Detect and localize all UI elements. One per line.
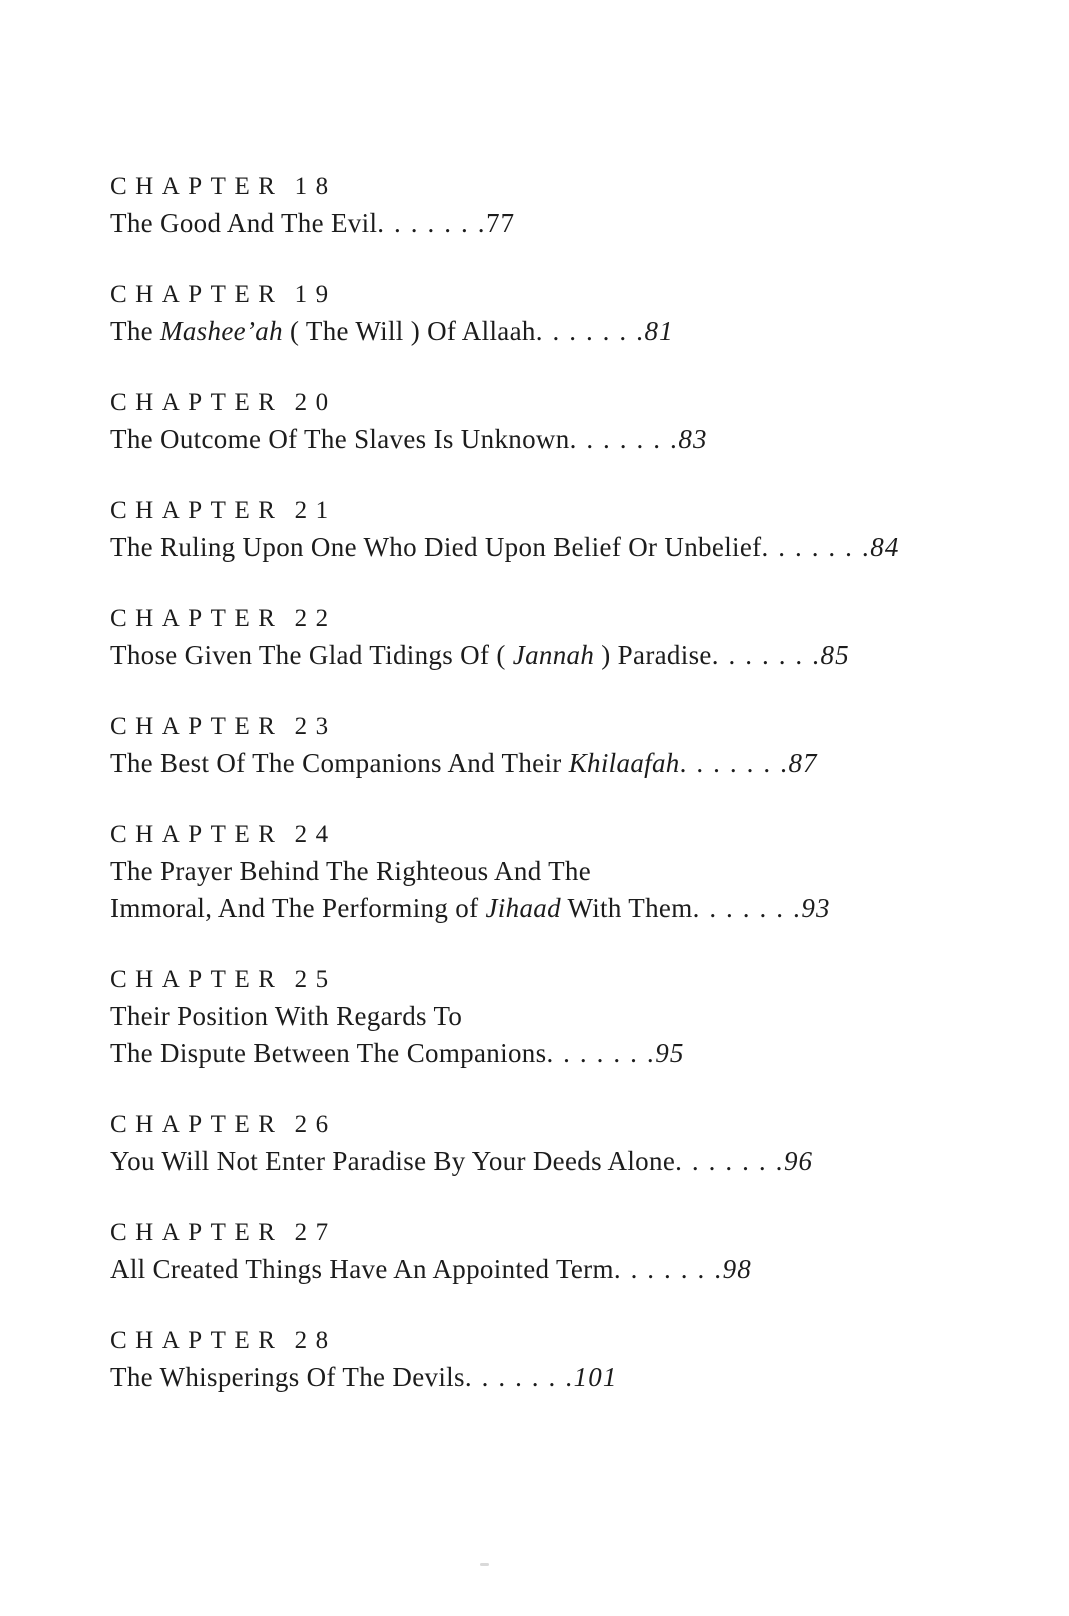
title-text: Their Position With Regards To xyxy=(110,1001,463,1031)
leader-dots: . . . . . . . xyxy=(535,316,645,346)
title-text: The Good And The Evil xyxy=(110,208,378,238)
chapter-heading xyxy=(110,1322,1009,1359)
chapter-heading xyxy=(110,708,1009,745)
toc-entry-title-line xyxy=(110,1035,1009,1072)
toc-entry-title-line xyxy=(110,853,1009,890)
page-number: 96 xyxy=(783,1146,814,1176)
toc-entry-chapter-21 xyxy=(110,492,1009,566)
toc-entry-chapter-27 xyxy=(110,1214,1009,1288)
toc-entry-title-line xyxy=(110,998,1009,1035)
title-text: ( The Will ) Of Allaah xyxy=(282,316,536,346)
chapter-number: 20 xyxy=(294,389,337,416)
chapter-number: 19 xyxy=(294,281,337,308)
chapter-heading xyxy=(110,1106,1009,1143)
chapter-label: CHAPTER xyxy=(110,1219,284,1246)
toc-entry-chapter-24 xyxy=(110,816,1009,927)
chapter-heading xyxy=(110,816,1009,853)
chapter-number: 22 xyxy=(294,605,337,632)
toc-entry-chapter-18 xyxy=(110,168,1009,242)
chapter-number: 21 xyxy=(294,497,337,524)
toc-entry-title-line xyxy=(110,890,1009,927)
page-number: 85 xyxy=(820,640,850,670)
toc-entry-title-line xyxy=(110,421,1009,458)
scan-artifact-dot xyxy=(480,1563,489,1566)
leader-dots: . . . . . . . xyxy=(675,1146,784,1176)
title-text: The Outcome Of The Slaves Is Unknown xyxy=(110,424,570,454)
chapter-label: CHAPTER xyxy=(110,821,284,848)
chapter-heading xyxy=(110,600,1009,637)
page-number: 77 xyxy=(486,208,516,238)
toc-entry-chapter-25 xyxy=(110,961,1009,1072)
leader-dots: . . . . . . . xyxy=(377,208,487,238)
transliterated-term: Mashee’ah xyxy=(160,316,283,346)
page-number: 101 xyxy=(573,1362,618,1392)
transliterated-term: Jihaad xyxy=(485,893,561,923)
page-number: 93 xyxy=(801,893,831,923)
leader-dots: . . . . . . . xyxy=(711,640,821,670)
title-text: The Best Of The Companions And Their xyxy=(110,748,569,778)
title-text: You Will Not Enter Paradise By Your Deeds Alone xyxy=(110,1146,676,1176)
title-text: The xyxy=(110,316,161,346)
toc-list xyxy=(110,168,1009,1396)
chapter-label: CHAPTER xyxy=(110,713,284,740)
chapter-number: 18 xyxy=(294,173,337,200)
chapter-label: CHAPTER xyxy=(110,966,284,993)
chapter-number: 24 xyxy=(294,821,337,848)
toc-entry-title-line xyxy=(110,1143,1009,1180)
chapter-number: 23 xyxy=(294,713,337,740)
title-text: The Whisperings Of The Devils xyxy=(110,1362,465,1392)
title-text: The Prayer Behind The Righteous And The xyxy=(110,856,592,886)
chapter-heading xyxy=(110,276,1009,313)
title-text: With Them xyxy=(560,893,693,923)
chapter-label: CHAPTER xyxy=(110,1327,284,1354)
page-number: 98 xyxy=(722,1254,752,1284)
toc-entry-chapter-26 xyxy=(110,1106,1009,1180)
leader-dots: . . . . . . . xyxy=(464,1362,574,1392)
page-number: 84 xyxy=(870,532,900,562)
leader-dots: . . . . . . . xyxy=(546,1038,656,1068)
chapter-number: 25 xyxy=(294,966,337,993)
chapter-label: CHAPTER xyxy=(110,497,284,524)
title-text: The Dispute Between The Companions xyxy=(110,1038,547,1068)
transliterated-term: Jannah xyxy=(512,640,595,670)
chapter-label: CHAPTER xyxy=(110,389,284,416)
toc-entry-title-line xyxy=(110,1251,1009,1288)
toc-entry-title-line xyxy=(110,313,1009,350)
leader-dots: . . . . . . . xyxy=(761,532,871,562)
page-number: 81 xyxy=(644,316,674,346)
chapter-heading xyxy=(110,1214,1009,1251)
toc-entry-title-line xyxy=(110,529,1009,566)
page-number: 87 xyxy=(788,748,818,778)
chapter-number: 28 xyxy=(294,1327,337,1354)
toc-entry-title-line xyxy=(110,745,1009,782)
toc-entry-chapter-23 xyxy=(110,708,1009,782)
leader-dots: . . . . . . . xyxy=(613,1254,723,1284)
toc-entry-chapter-19 xyxy=(110,276,1009,350)
chapter-label: CHAPTER xyxy=(110,173,284,200)
toc-entry-title-line xyxy=(110,637,1009,674)
chapter-heading xyxy=(110,384,1009,421)
leader-dots: . . . . . . . xyxy=(679,748,789,778)
title-text: Those Given The Glad Tidings Of ( xyxy=(110,640,513,670)
chapter-label: CHAPTER xyxy=(110,281,284,308)
leader-dots: . . . . . . . xyxy=(692,893,802,923)
chapter-number: 26 xyxy=(294,1111,337,1138)
toc-entry-chapter-20 xyxy=(110,384,1009,458)
title-text: All Created Things Have An Appointed Term xyxy=(110,1254,614,1284)
page-number: 83 xyxy=(678,424,708,454)
chapter-number: 27 xyxy=(294,1219,337,1246)
chapter-label: CHAPTER xyxy=(110,605,284,632)
toc-entry-chapter-28 xyxy=(110,1322,1009,1396)
title-text: ) Paradise xyxy=(594,640,712,670)
title-text: Immoral, And The Performing of xyxy=(110,893,486,923)
toc-entry-title-line xyxy=(110,205,1009,242)
chapter-heading xyxy=(110,961,1009,998)
toc-entry-chapter-22 xyxy=(110,600,1009,674)
chapter-heading xyxy=(110,492,1009,529)
chapter-heading xyxy=(110,168,1009,205)
leader-dots: . . . . . . . xyxy=(569,424,679,454)
chapter-label: CHAPTER xyxy=(110,1111,284,1138)
title-text: The Ruling Upon One Who Died Upon Belief Or Unbelief xyxy=(110,532,762,562)
page-number: 95 xyxy=(655,1038,685,1068)
toc-entry-title-line xyxy=(110,1359,1009,1396)
transliterated-term: Khilaafah xyxy=(568,748,680,778)
